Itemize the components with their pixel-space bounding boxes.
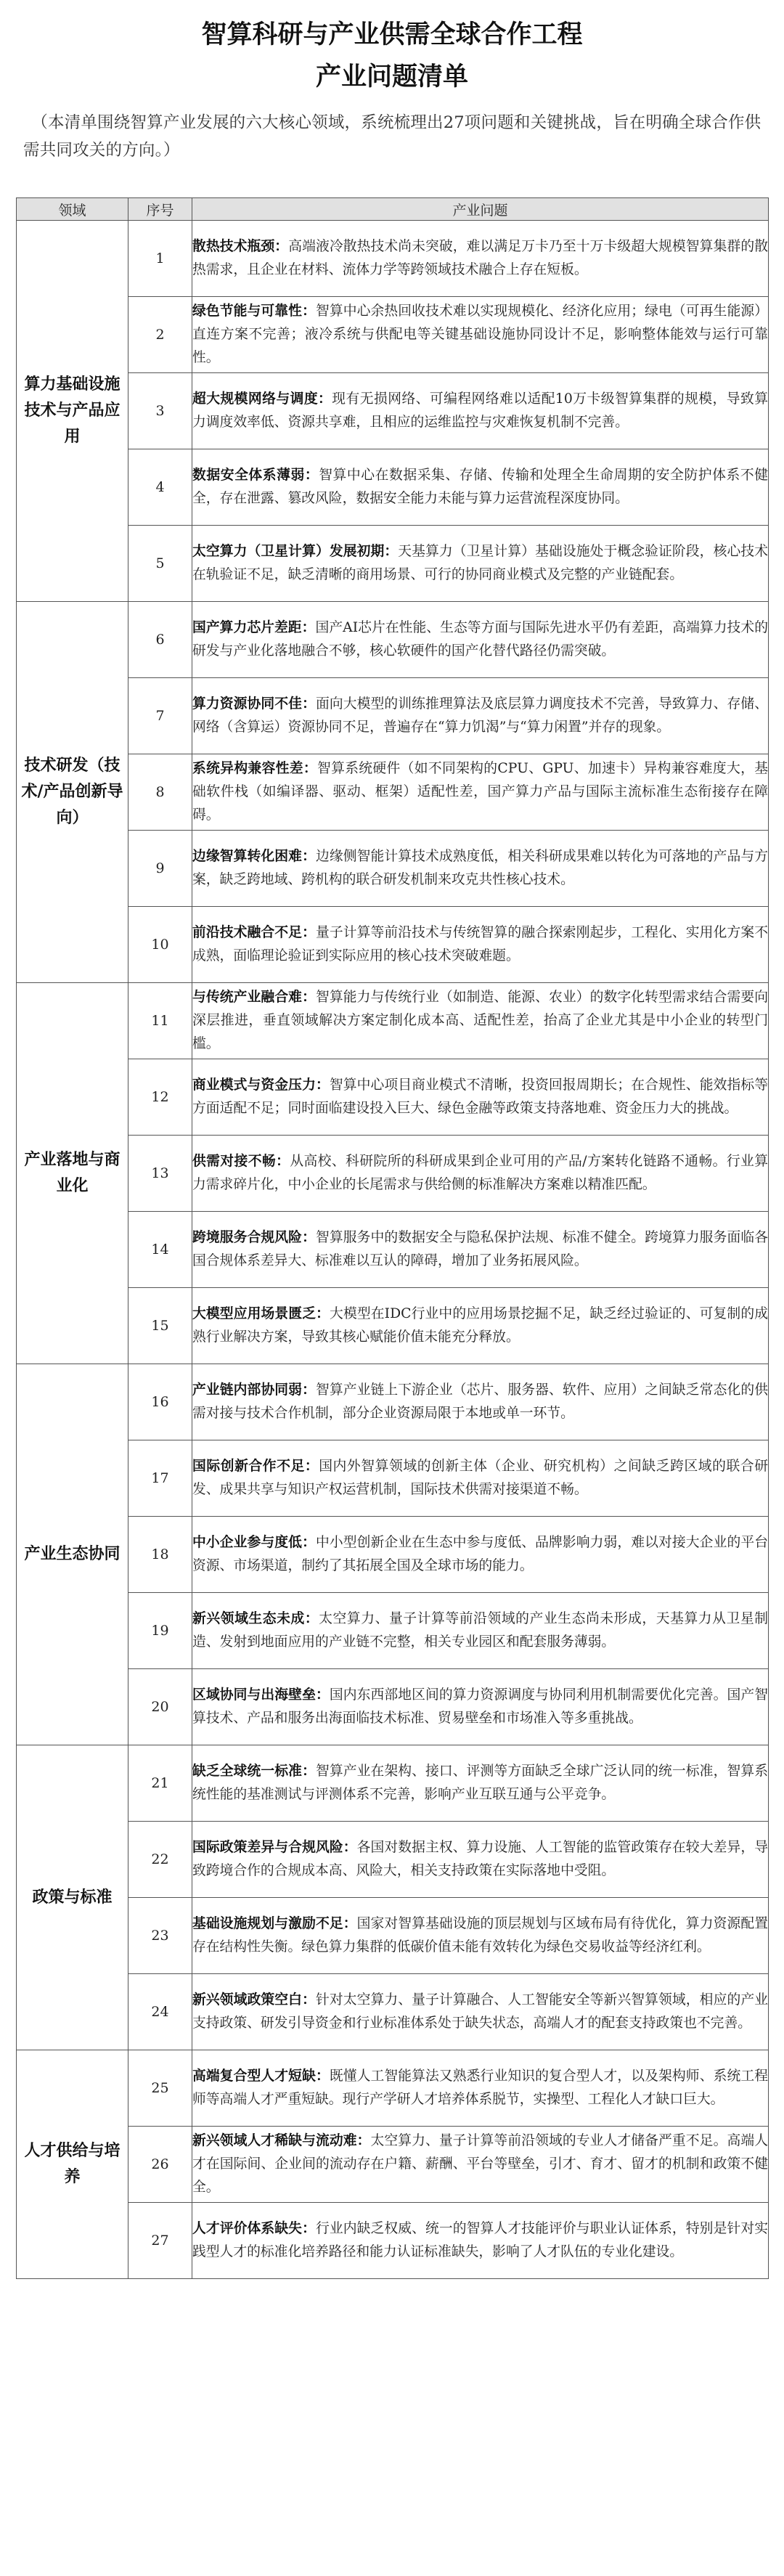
- issue-name: 新兴领域人才稀缺与流动难：: [192, 2133, 371, 2148]
- issue-number: 10: [128, 907, 192, 983]
- issue-number: 22: [128, 1822, 192, 1898]
- intro-paragraph: （本清单围绕智算产业发展的六大核心领域，系统梳理出27项问题和关键挑战，旨在明确全球合作供需共同攻关的方向。）: [23, 113, 761, 160]
- issue-number: 27: [128, 2203, 192, 2279]
- issue-description: 智算产业链上下游企业（芯片、服务器、软件、应用）之间缺乏常态化的供需对接与技术合作机制，部分企业资源局限于本地或单一环节。: [192, 1382, 769, 1421]
- issue-name: 区域协同与出海壁垒：: [192, 1687, 330, 1703]
- issue-number: 3: [128, 373, 192, 449]
- table-row: [17, 221, 769, 297]
- header-domain: 领域: [17, 198, 128, 221]
- table-row: [17, 1593, 769, 1669]
- issue-cell: [192, 2203, 769, 2279]
- table-row: [17, 2203, 769, 2279]
- table-row: [17, 678, 769, 754]
- issue-cell: [192, 602, 769, 678]
- table-row: [17, 2050, 769, 2127]
- issue-number: 7: [128, 678, 192, 754]
- issue-number: 11: [128, 983, 192, 1059]
- issue-name: 前沿技术融合不足：: [192, 925, 316, 940]
- issue-description: 智算产业在架构、接口、评测等方面缺乏全球广泛认同的统一标准，智算系统性能的基准测试与评测体系不完善，影响产业互联互通与公平竞争。: [192, 1764, 769, 1802]
- issue-number: 15: [128, 1288, 192, 1364]
- issue-cell: [192, 983, 769, 1059]
- table-row: [17, 907, 769, 983]
- issue-description: 太空算力、量子计算等前沿领域的产业生态尚未形成，天基算力从卫星制造、发射到地面应用的产业链不完整，相关专业园区和配套服务薄弱。: [192, 1611, 769, 1650]
- table-row: [17, 754, 769, 831]
- issue-cell: [192, 1364, 769, 1440]
- issue-description: 智算系统硬件（如不同架构的CPU、GPU、加速卡）异构兼容难度大，基础软件栈（如编译器、驱动、框架）适配性差，国产算力产品与国际主流标准生态衔接存在障碍。: [192, 761, 768, 823]
- table-row: [17, 1212, 769, 1288]
- issue-number: 1: [128, 221, 192, 297]
- issue-description: 现有无损网络、可编程网络难以适配10万卡级智算集群的规模，导致算力调度效率低、资源共享难，且相应的运维监控与灾难恢复机制不完善。: [192, 391, 768, 430]
- issue-description: 太空算力、量子计算等前沿领域的专业人才储备严重不足。高端人才在国际间、企业间的流动存在户籍、薪酬、平台等壁垒，引才、育才、留才的机制和政策不健全。: [192, 2133, 768, 2195]
- issue-name: 新兴领域生态未成：: [192, 1611, 319, 1626]
- table-body: [17, 221, 769, 2279]
- issue-number: 13: [128, 1136, 192, 1212]
- table-row: [17, 1288, 769, 1364]
- table-row: [17, 449, 769, 526]
- issue-description: 智算中心余热回收技术难以实现规模化、经济化应用；绿电（可再生能源）直连方案不完善；液冷系统与供配电等关键基础设施协同设计不足，影响整体能效与运行可靠性。: [192, 303, 769, 365]
- issue-name: 算力资源协同不佳：: [192, 696, 316, 712]
- issue-cell: [192, 1288, 769, 1364]
- issue-name: 国际政策差异与合规风险：: [192, 1840, 357, 1855]
- issue-name: 跨境服务合规风险：: [192, 1230, 316, 1245]
- issue-name: 与传统产业融合难：: [192, 990, 316, 1005]
- issue-name: 超大规模网络与调度：: [192, 391, 332, 407]
- table-row: [17, 526, 769, 602]
- domain-cell: 人才供给与培养: [17, 2050, 128, 2279]
- issue-number: 5: [128, 526, 192, 602]
- domain-cell: 政策与标准: [17, 1745, 128, 2050]
- issue-number: 23: [128, 1898, 192, 1974]
- table-row: [17, 1059, 769, 1136]
- issue-number: 19: [128, 1593, 192, 1669]
- issue-cell: [192, 1822, 769, 1898]
- domain-cell: 技术研发（技术/产品创新导向）: [17, 602, 128, 983]
- table-row: [17, 602, 769, 678]
- issue-name: 边缘智算转化困难：: [192, 849, 316, 864]
- domain-cell: 算力基础设施技术与产品应用: [17, 221, 128, 602]
- table-header-row: [17, 198, 769, 221]
- issue-description: 从高校、科研院所的科研成果到企业可用的产品/方案转化链路不通畅。行业算力需求碎片化，中小企业的长尾需求与供给侧的标准解决方案难以精准匹配。: [192, 1154, 769, 1192]
- table-row: [17, 1517, 769, 1593]
- issue-cell: [192, 1212, 769, 1288]
- issue-name: 大模型应用场景匮乏：: [192, 1306, 330, 1321]
- issue-cell: [192, 1059, 769, 1136]
- issue-name: 基础设施规划与激励不足：: [192, 1916, 357, 1931]
- issue-name: 国产算力芯片差距：: [192, 620, 316, 635]
- document-title: 智算科研与产业供需全球合作工程: [201, 20, 583, 49]
- issue-description: 国产AI芯片在性能、生态等方面与国际先进水平仍有差距，高端算力技术的研发与产业化落地融合不够，核心软硬件的国产化替代路径仍需突破。: [192, 620, 768, 659]
- issue-cell: [192, 1136, 769, 1212]
- issue-cell: [192, 2127, 769, 2203]
- issue-name: 缺乏全球统一标准：: [192, 1764, 316, 1779]
- issue-description: 国内外智算领域的创新主体（企业、研究机构）之间缺乏跨区域的联合研发、成果共享与知识产权运营机制，国际技术供需对接渠道不畅。: [192, 1459, 769, 1497]
- issue-name: 散热技术瓶颈：: [192, 239, 289, 254]
- issue-cell: [192, 1517, 769, 1593]
- issue-cell: [192, 373, 769, 449]
- issues-table: [16, 197, 769, 2279]
- issue-name: 国际创新合作不足：: [192, 1459, 319, 1474]
- issue-name: 数据安全体系薄弱：: [192, 468, 319, 483]
- issue-name: 系统异构兼容性差：: [192, 761, 317, 776]
- issue-cell: [192, 297, 769, 373]
- issue-description: 行业内缺乏权威、统一的智算人才技能评价与职业认证体系，特别是针对实践型人才的标准化培养路径和能力认证标准缺失，影响了人才队伍的专业化建设。: [192, 2221, 769, 2259]
- issue-description: 国内东西部地区间的算力资源调度与协同利用机制需要优化完善。国产智算技术、产品和服务出海面临技术标准、贸易壁垒和市场准入等多重挑战。: [192, 1687, 769, 1726]
- issue-cell: [192, 2050, 769, 2127]
- issue-name: 商业模式与资金压力：: [192, 1077, 330, 1093]
- issue-name: 绿色节能与可靠性：: [192, 303, 316, 319]
- issue-name: 人才评价体系缺失：: [192, 2221, 316, 2236]
- issue-cell: [192, 907, 769, 983]
- table-row: [17, 297, 769, 373]
- issue-description: 智算中心在数据采集、存储、传输和处理全生命周期的安全防护体系不健全，存在泄露、篡改风险，数据安全能力未能与算力运营流程深度协同。: [192, 468, 769, 506]
- table-row: [17, 2127, 769, 2203]
- header-issue: 产业问题: [192, 198, 769, 221]
- issue-cell: [192, 1669, 769, 1745]
- issue-number: 20: [128, 1669, 192, 1745]
- table-row: [17, 373, 769, 449]
- issue-number: 4: [128, 449, 192, 526]
- table-row: [17, 1898, 769, 1974]
- issue-number: 12: [128, 1059, 192, 1136]
- issue-description: 智算中心项目商业模式不清晰，投资回报周期长；在合规性、能效指标等方面适配不足；同时面临建设投入巨大、绿色金融等政策支持落地难、资金压力大的挑战。: [192, 1077, 769, 1116]
- issue-number: 16: [128, 1364, 192, 1440]
- issue-description: 各国对数据主权、算力设施、人工智能的监管政策存在较大差异，导致跨境合作的合规成本高、风险大，相关支持政策在实际落地中受阻。: [192, 1840, 769, 1878]
- issue-cell: [192, 526, 769, 602]
- issue-description: 大模型在IDC行业中的应用场景挖掘不足，缺乏经过验证的、可复制的成熟行业解决方案，导致其核心赋能价值未能充分释放。: [192, 1306, 768, 1345]
- issue-description: 国家对智算基础设施的顶层规划与区域布局有待优化，算力资源配置存在结构性失衡。绿色算力集群的低碳价值未能有效转化为绿色交易收益等经济红利。: [192, 1916, 769, 1955]
- issue-name: 高端复合型人才短缺：: [192, 2068, 330, 2084]
- issue-name: 中小企业参与度低：: [192, 1535, 316, 1550]
- table-row: [17, 1974, 769, 2050]
- table-row: [17, 1440, 769, 1517]
- issue-number: 17: [128, 1440, 192, 1517]
- issue-description: 智算服务中的数据安全与隐私保护法规、标准不健全。跨境算力服务面临各国合规体系差异大、标准难以互认的障碍，增加了业务拓展风险。: [192, 1230, 769, 1268]
- issue-description: 智算能力与传统行业（如制造、能源、农业）的数字化转型需求结合需要向深层推进，垂直领域解决方案定制化成本高、适配性差，抬高了企业尤其是中小企业的转型门槛。: [192, 990, 769, 1051]
- issue-description: 量子计算等前沿技术与传统智算的融合探索刚起步，工程化、实用化方案不成熟，面临理论验证到实际应用的核心技术突破难题。: [192, 925, 769, 963]
- issue-number: 14: [128, 1212, 192, 1288]
- issue-name: 产业链内部协同弱：: [192, 1382, 316, 1398]
- issue-number: 6: [128, 602, 192, 678]
- header-number: 序号: [128, 198, 192, 221]
- issue-cell: [192, 754, 769, 831]
- issue-cell: [192, 449, 769, 526]
- table-row: [17, 1364, 769, 1440]
- issue-number: 24: [128, 1974, 192, 2050]
- issue-name: 新兴领域政策空白：: [192, 1992, 316, 2008]
- table-row: [17, 1136, 769, 1212]
- issue-name: 太空算力（卫星计算）发展初期：: [192, 544, 399, 559]
- domain-cell: 产业生态协同: [17, 1364, 128, 1745]
- issue-cell: [192, 831, 769, 907]
- table-row: [17, 983, 769, 1059]
- issue-cell: [192, 221, 769, 297]
- issue-cell: [192, 1974, 769, 2050]
- issue-description: 针对太空算力、量子计算融合、人工智能安全等新兴智算领域，相应的产业支持政策、研发引导资金和行业标准体系处于缺失状态，高端人才的配套支持政策也不完善。: [192, 1992, 769, 2031]
- issue-number: 18: [128, 1517, 192, 1593]
- issue-number: 26: [128, 2127, 192, 2203]
- issue-description: 天基算力（卫星计算）基础设施处于概念验证阶段，核心技术在轨验证不足，缺乏清晰的商用场景、可行的协同商业模式及完整的产业链配套。: [192, 544, 768, 582]
- issue-cell: [192, 1440, 769, 1517]
- table-row: [17, 1822, 769, 1898]
- issue-cell: [192, 678, 769, 754]
- issue-name: 供需对接不畅：: [192, 1154, 290, 1169]
- issue-number: 2: [128, 297, 192, 373]
- issue-number: 21: [128, 1745, 192, 1822]
- issue-description: 高端液冷散热技术尚未突破，难以满足万卡乃至十万卡级超大规模智算集群的散热需求，且企业在材料、流体力学等跨领域技术融合上存在短板。: [192, 239, 769, 277]
- table-row: [17, 1745, 769, 1822]
- issue-number: 25: [128, 2050, 192, 2127]
- table-row: [17, 1669, 769, 1745]
- domain-cell: 产业落地与商业化: [17, 983, 128, 1364]
- issue-description: 中小型创新企业在生态中参与度低、品牌影响力弱，难以对接大企业的平台资源、市场渠道，制约了其拓展全国及全球市场的能力。: [192, 1535, 769, 1573]
- issue-cell: [192, 1593, 769, 1669]
- issue-number: 8: [128, 754, 192, 831]
- table-row: [17, 831, 769, 907]
- issue-cell: [192, 1898, 769, 1974]
- issue-description: 面向大模型的训练推理算法及底层算力调度技术不完善，导致算力、存储、网络（含算运）资源协同不足，普遍存在“算力饥渴”与“算力闲置”并存的现象。: [192, 696, 769, 735]
- issue-description: 边缘侧智能计算技术成熟度低，相关科研成果难以转化为可落地的产品与方案，缺乏跨地域、跨机构的联合研发机制来攻克共性核心技术。: [192, 849, 769, 887]
- issue-number: 9: [128, 831, 192, 907]
- document-subtitle: 产业问题清单: [315, 62, 468, 91]
- issue-description: 既懂人工智能算法又熟悉行业知识的复合型人才，以及架构师、系统工程师等高端人才严重短缺。现行产学研人才培养体系脱节，实操型、工程化人才缺口巨大。: [192, 2068, 769, 2107]
- issue-cell: [192, 1745, 769, 1822]
